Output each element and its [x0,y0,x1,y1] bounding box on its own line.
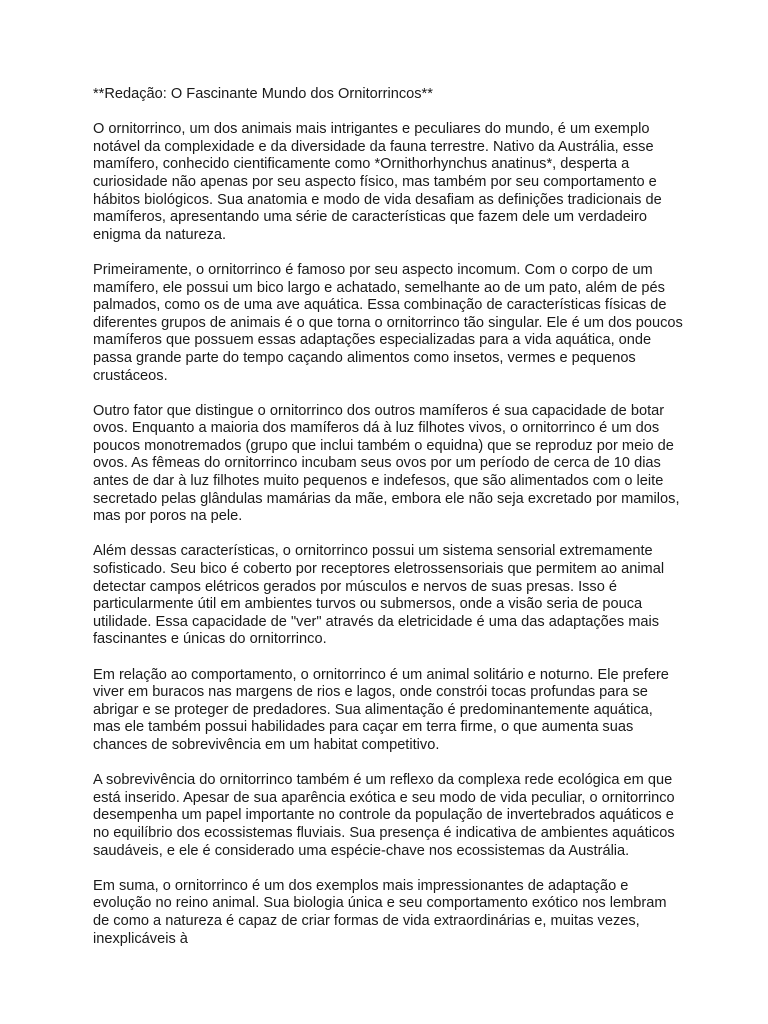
paragraph-senses: Além dessas características, o ornitorrinco possui um sistema sensorial extremamente sofisticado. Seu bico é coberto por receptores eletrossensoriais que permitem ao animal detectar campos elétricos gerados por músculos e nervos de suas presas. Isso é particularmente útil em ambientes turvos ou submersos, onde a visão seria de pouca utilidade. Essa capacidade de "ver" através da eletricidade é uma das adaptações mais fascinantes e únicas do ornitorrinco. [93,543,665,648]
paragraph-behavior: Em relação ao comportamento, o ornitorrinco é um animal solitário e noturno. Ele prefere viver em buracos nas margens de rios e lagos, onde constrói tocas profundas para se abrigar e se proteger de predadores. Sua alimentação é predominantemente aquática, mas ele também possui habilidades para caçar em terra firme, o que aumenta suas chances de sobrevivência em um habitat competitivo. [93,666,669,753]
paragraph-intro: O ornitorrinco, um dos animais mais intrigantes e peculiares do mundo, é um exemplo notável da complexidade e da diversidade da fauna terrestre. Nativo da Austrália, esse mamífero, conhecido cientificamente como *Ornithorhynchus anatinus*, desperta a curiosidade não apenas por seu aspecto físico, mas também por seu comportamento e hábitos biológicos. Sua anatomia e modo de vida desafiam as definições tradicionais de mamíferos, apresentando uma série de características que fazem dele um verdadeiro enigma da natureza. [93,121,662,243]
paragraph-appearance: Primeiramente, o ornitorrinco é famoso por seu aspecto incomum. Com o corpo de um mamífero, ele possui um bico largo e achatado, semelhante ao de um pato, além de pés palmados, como os de uma ave aquática. Essa combinação de características físicas de diferentes grupos de animais é o que torna o ornitorrinco tão singular. Ele é um dos poucos mamíferos que possuem essas adaptações especializadas para a vida aquática, onde passa grande parte do tempo caçando alimentos como insetos, vermes e pequenos crustáceos. [93,261,683,384]
paragraph-conclusion: Em suma, o ornitorrinco é um dos exemplos mais impressionantes de adaptação e evolução no reino animal. Sua biologia única e seu comportamento exótico nos lembram de como a natureza é capaz de criar formas de vida extraordinárias e, muitas vezes, inexplicáveis à [93,877,667,947]
document-title: **Redação: O Fascinante Mundo dos Ornitorrincos** [93,86,433,102]
document-page [93,86,683,966]
paragraph-ecology: A sobrevivência do ornitorrinco também é um reflexo da complexa rede ecológica em que está inserido. Apesar de sua aparência exótica e seu modo de vida peculiar, o ornitorrinco desempenha um papel importante no controle da população de invertebrados aquáticos e no equilíbrio dos ecossistemas fluviais. Sua presença é indicativa de ambientes aquáticos saudáveis, e ele é considerado uma espécie-chave nos ecossistemas da Austrália. [93,772,675,859]
paragraph-reproduction: Outro fator que distingue o ornitorrinco dos outros mamíferos é sua capacidade de botar ovos. Enquanto a maioria dos mamíferos dá à luz filhotes vivos, o ornitorrinco é um dos poucos monotremados (grupo que inclui também o equidna) que se reproduz por meio de ovos. As fêmeas do ornitorrinco incubam seus ovos por um período de cerca de 10 dias antes de dar à luz filhotes muito pequenos e indefesos, que são alimentados com o leite secretado pelas glândulas mamárias da mãe, embora ele não seja excretado por mamilos, mas por poros na pele. [93,402,680,525]
